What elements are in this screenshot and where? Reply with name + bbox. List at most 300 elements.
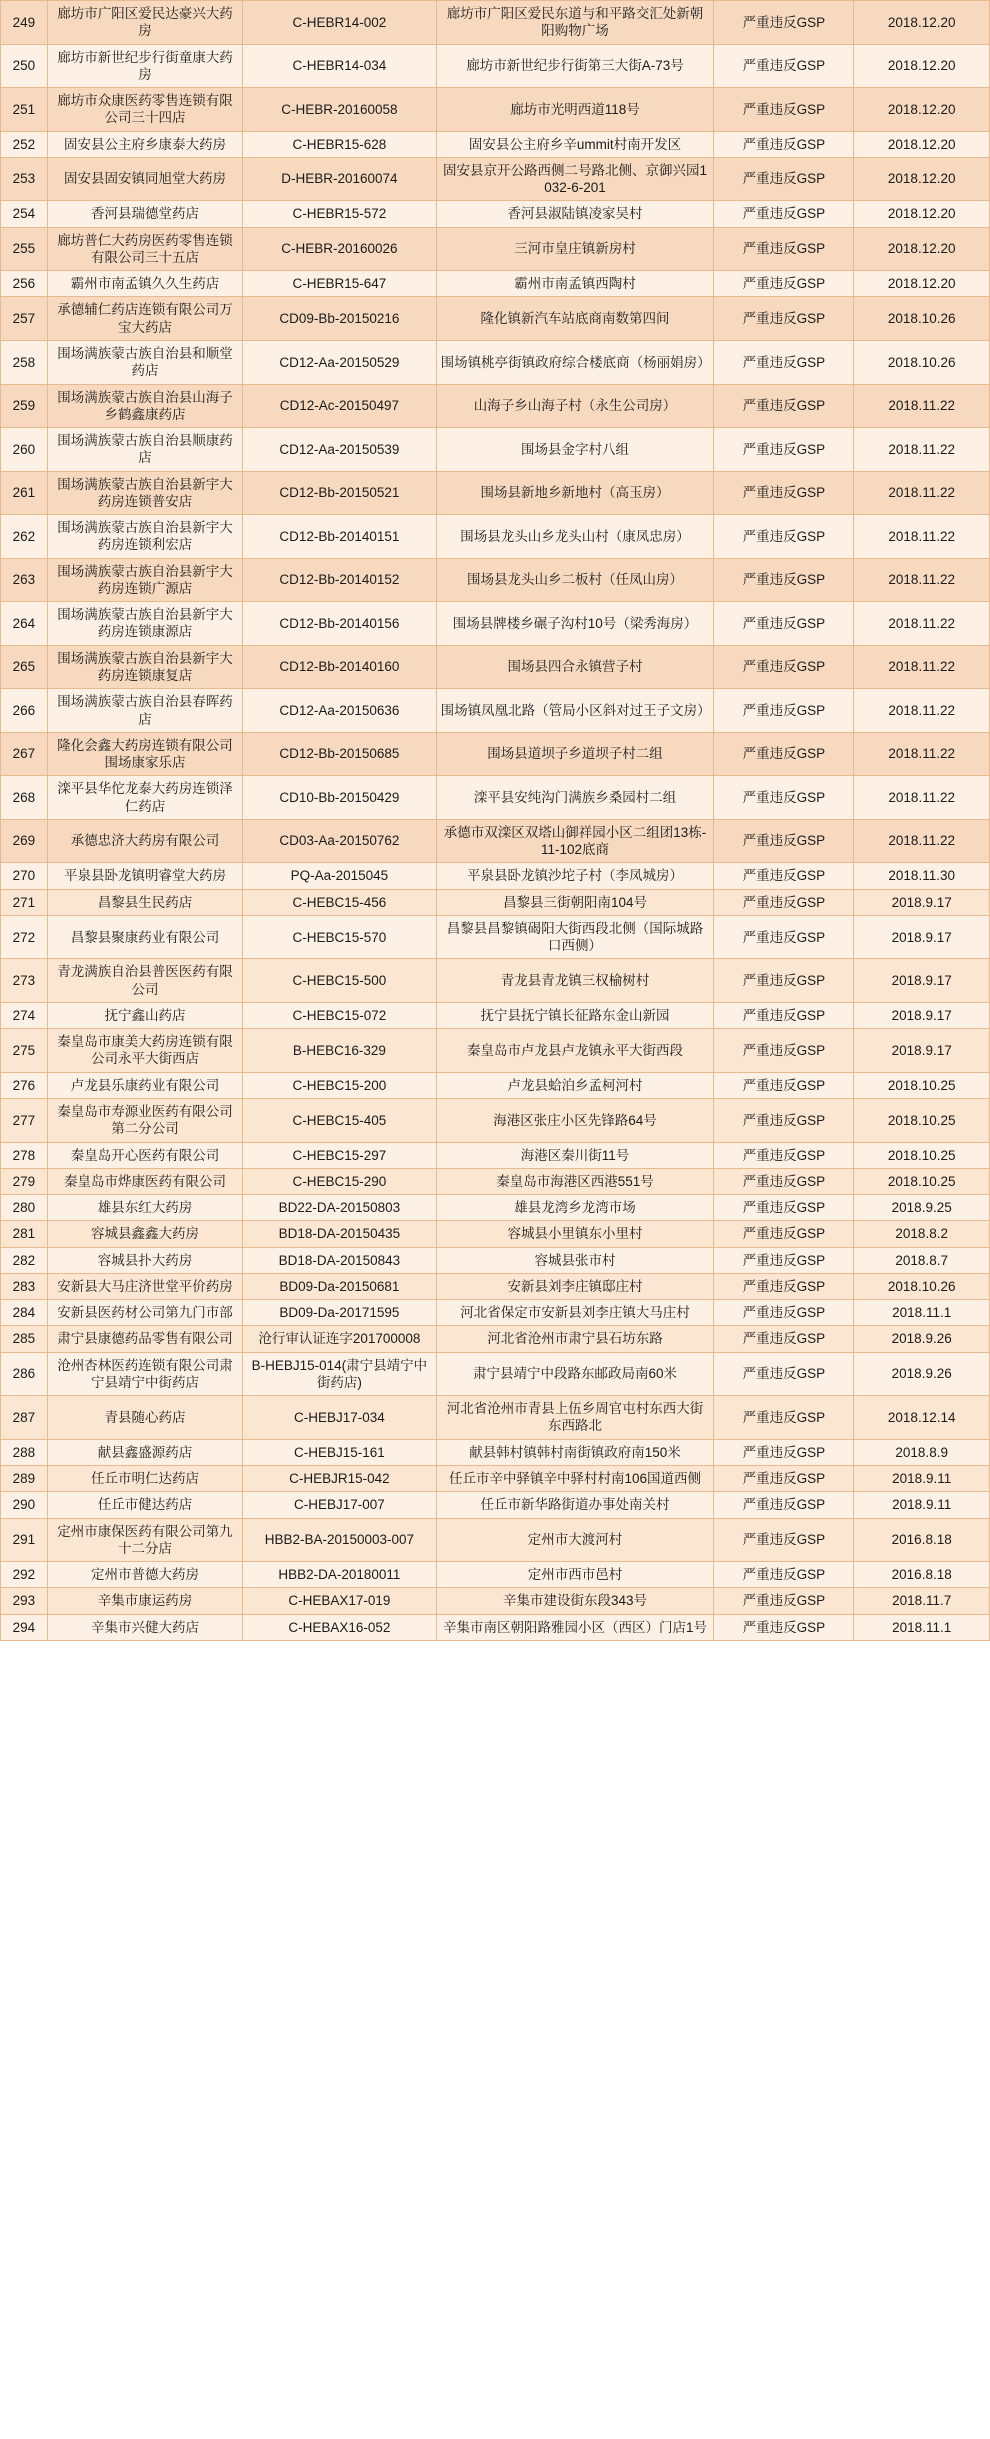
violation-type: 严重违反GSP (714, 1518, 854, 1562)
table-row (1, 1029, 990, 1073)
pharmacy-name: 青龙满族自治县普医医药有限公司 (47, 959, 243, 1003)
pharmacy-name: 廊坊市众康医药零售连锁有限公司三十四店 (47, 88, 243, 132)
license-code: C-HEBC15-072 (243, 1002, 436, 1028)
row-index: 282 (1, 1247, 48, 1273)
pharmacy-name: 围场满族蒙古族自治县新宇大药房连锁利宏店 (47, 515, 243, 559)
license-code: C-HEBJR15-042 (243, 1466, 436, 1492)
license-code: C-HEBR15-628 (243, 131, 436, 157)
violation-type: 严重违反GSP (714, 1439, 854, 1465)
row-index: 281 (1, 1221, 48, 1247)
row-index: 273 (1, 959, 48, 1003)
date: 2018.9.17 (854, 1029, 990, 1073)
pharmacy-name: 围场满族蒙古族自治县新宇大药房连锁康源店 (47, 602, 243, 646)
violation-type: 严重违反GSP (714, 227, 854, 271)
row-index: 287 (1, 1396, 48, 1440)
row-index: 284 (1, 1300, 48, 1326)
pharmacy-name: 辛集市康运药房 (47, 1588, 243, 1614)
date: 2018.10.25 (854, 1168, 990, 1194)
address: 雄县龙湾乡龙湾市场 (436, 1195, 714, 1221)
violation-type: 严重违反GSP (714, 1396, 854, 1440)
license-code: C-HEBAX16-052 (243, 1614, 436, 1640)
pharmacy-name: 安新县大马庄济世堂平价药房 (47, 1273, 243, 1299)
table-row (1, 1396, 990, 1440)
address: 海港区张庄小区先锋路64号 (436, 1099, 714, 1143)
date: 2018.11.22 (854, 689, 990, 733)
table-row (1, 1518, 990, 1562)
row-index: 274 (1, 1002, 48, 1028)
pharmacy-name: 容城县鑫鑫大药房 (47, 1221, 243, 1247)
table-row (1, 1466, 990, 1492)
date: 2018.10.26 (854, 297, 990, 341)
license-code: CD12-Aa-20150529 (243, 340, 436, 384)
address: 围场县新地乡新地村（高玉房） (436, 471, 714, 515)
address: 容城县张市村 (436, 1247, 714, 1273)
violation-type: 严重违反GSP (714, 1002, 854, 1028)
address: 辛集市南区朝阳路雅园小区（西区）门店1号 (436, 1614, 714, 1640)
table-row (1, 1, 990, 45)
table-row (1, 1221, 990, 1247)
address: 辛集市建设街东段343号 (436, 1588, 714, 1614)
license-code: D-HEBR-20160074 (243, 157, 436, 201)
license-code: C-HEBR-20160026 (243, 227, 436, 271)
date: 2018.8.9 (854, 1439, 990, 1465)
violation-type: 严重违反GSP (714, 1168, 854, 1194)
row-index: 285 (1, 1326, 48, 1352)
violation-type: 严重违反GSP (714, 131, 854, 157)
address: 河北省沧州市青县上伍乡周官屯村东西大街东西路北 (436, 1396, 714, 1440)
row-index: 289 (1, 1466, 48, 1492)
license-code: C-HEBC15-456 (243, 889, 436, 915)
row-index: 277 (1, 1099, 48, 1143)
row-index: 267 (1, 732, 48, 776)
license-code: 沧行审认证连字201700008 (243, 1326, 436, 1352)
address: 滦平县安纯沟门满族乡桑园村二组 (436, 776, 714, 820)
row-index: 283 (1, 1273, 48, 1299)
table-row (1, 201, 990, 227)
license-code: CD12-Aa-20150636 (243, 689, 436, 733)
address: 廊坊市新世纪步行街第三大街A-73号 (436, 44, 714, 88)
table-row (1, 44, 990, 88)
pharmacy-name: 雄县东红大药房 (47, 1195, 243, 1221)
violation-type: 严重违反GSP (714, 1562, 854, 1588)
violation-type: 严重违反GSP (714, 1072, 854, 1098)
table-row (1, 1300, 990, 1326)
row-index: 270 (1, 863, 48, 889)
pharmacy-name: 秦皇岛市康美大药房连锁有限公司永平大街西店 (47, 1029, 243, 1073)
pharmacy-name: 秦皇岛市寿源业医药有限公司第二分公司 (47, 1099, 243, 1143)
pharmacy-name: 隆化会鑫大药房连锁有限公司围场康家乐店 (47, 732, 243, 776)
date: 2018.9.11 (854, 1492, 990, 1518)
row-index: 258 (1, 340, 48, 384)
date: 2018.11.1 (854, 1300, 990, 1326)
license-code: CD12-Bb-20140156 (243, 602, 436, 646)
date: 2018.10.26 (854, 340, 990, 384)
date: 2018.12.20 (854, 157, 990, 201)
violation-type: 严重违反GSP (714, 819, 854, 863)
table-row (1, 384, 990, 428)
date: 2018.9.11 (854, 1466, 990, 1492)
address: 定州市大渡河村 (436, 1518, 714, 1562)
address: 安新县刘李庄镇邸庄村 (436, 1273, 714, 1299)
row-index: 278 (1, 1142, 48, 1168)
date: 2018.8.7 (854, 1247, 990, 1273)
license-code: C-HEBR14-034 (243, 44, 436, 88)
license-code: CD12-Bb-20150685 (243, 732, 436, 776)
license-code: BD18-DA-20150843 (243, 1247, 436, 1273)
row-index: 280 (1, 1195, 48, 1221)
date: 2018.12.20 (854, 88, 990, 132)
table-row (1, 1142, 990, 1168)
pharmacy-name: 香河县瑞德堂药店 (47, 201, 243, 227)
violation-type: 严重违反GSP (714, 1029, 854, 1073)
violation-type: 严重违反GSP (714, 157, 854, 201)
violation-type: 严重违反GSP (714, 201, 854, 227)
table-row (1, 515, 990, 559)
address: 围场县道坝子乡道坝子村二组 (436, 732, 714, 776)
address: 霸州市南孟镇西陶村 (436, 271, 714, 297)
violation-type: 严重违反GSP (714, 1588, 854, 1614)
pharmacy-name: 围场满族蒙古族自治县新宇大药房连锁普安店 (47, 471, 243, 515)
license-code: C-HEBR15-647 (243, 271, 436, 297)
date: 2018.11.22 (854, 776, 990, 820)
table-row (1, 88, 990, 132)
license-code: PQ-Aa-2015045 (243, 863, 436, 889)
license-code: C-HEBR14-002 (243, 1, 436, 45)
date: 2018.10.25 (854, 1099, 990, 1143)
table-row (1, 732, 990, 776)
address: 固安县公主府乡辛ummit村南开发区 (436, 131, 714, 157)
address: 围场县牌楼乡碾子沟村10号（梁秀海房） (436, 602, 714, 646)
date: 2018.11.22 (854, 515, 990, 559)
row-index: 252 (1, 131, 48, 157)
license-code: C-HEBC15-297 (243, 1142, 436, 1168)
row-index: 292 (1, 1562, 48, 1588)
license-code: B-HEBC16-329 (243, 1029, 436, 1073)
address: 任丘市辛中驿镇辛中驿村村南106国道西侧 (436, 1466, 714, 1492)
pharmacy-name: 围场满族蒙古族自治县和顺堂药店 (47, 340, 243, 384)
license-code: CD12-Aa-20150539 (243, 428, 436, 472)
violation-type: 严重违反GSP (714, 863, 854, 889)
violation-type: 严重违反GSP (714, 1614, 854, 1640)
row-index: 257 (1, 297, 48, 341)
violation-type: 严重违反GSP (714, 959, 854, 1003)
row-index: 249 (1, 1, 48, 45)
row-index: 265 (1, 645, 48, 689)
row-index: 260 (1, 428, 48, 472)
address: 香河县淑陆镇凌家吴村 (436, 201, 714, 227)
date: 2018.10.26 (854, 1273, 990, 1299)
violation-type: 严重违反GSP (714, 471, 854, 515)
pharmacy-name: 抚宁鑫山药店 (47, 1002, 243, 1028)
row-index: 263 (1, 558, 48, 602)
license-code: CD12-Bb-20140152 (243, 558, 436, 602)
date: 2018.12.20 (854, 227, 990, 271)
table-row (1, 1273, 990, 1299)
license-code: BD18-DA-20150435 (243, 1221, 436, 1247)
pharmacy-name: 廊坊普仁大药房医药零售连锁有限公司三十五店 (47, 227, 243, 271)
row-index: 255 (1, 227, 48, 271)
license-code: CD12-Bb-20150521 (243, 471, 436, 515)
row-index: 276 (1, 1072, 48, 1098)
table-row (1, 602, 990, 646)
table-row (1, 297, 990, 341)
pharmacy-name: 沧州杏林医药连锁有限公司肃宁县靖宁中街药店 (47, 1352, 243, 1396)
pharmacy-name: 围场满族蒙古族自治县顺康药店 (47, 428, 243, 472)
pharmacy-name: 定州市康保医药有限公司第九十二分店 (47, 1518, 243, 1562)
license-code: B-HEBJ15-014(肃宁县靖宁中街药店) (243, 1352, 436, 1396)
address: 容城县小里镇东小里村 (436, 1221, 714, 1247)
table-row (1, 340, 990, 384)
license-code: C-HEBC15-290 (243, 1168, 436, 1194)
table-row (1, 959, 990, 1003)
row-index: 253 (1, 157, 48, 201)
date: 2018.11.22 (854, 428, 990, 472)
violation-type: 严重违反GSP (714, 297, 854, 341)
table-row (1, 558, 990, 602)
license-code: HBB2-DA-20180011 (243, 1562, 436, 1588)
table-row (1, 1099, 990, 1143)
violation-type: 严重违反GSP (714, 515, 854, 559)
address: 围场镇凤凰北路（管局小区斜对过王子文房） (436, 689, 714, 733)
address: 廊坊市光明西道118号 (436, 88, 714, 132)
address: 卢龙县蛤泊乡孟柯河村 (436, 1072, 714, 1098)
date: 2018.9.17 (854, 889, 990, 915)
row-index: 269 (1, 819, 48, 863)
pharmacy-name: 安新县医药材公司第九门市部 (47, 1300, 243, 1326)
license-code: C-HEBR15-572 (243, 201, 436, 227)
table-row (1, 915, 990, 959)
pharmacy-name: 任丘市明仁达药店 (47, 1466, 243, 1492)
violation-type: 严重违反GSP (714, 1247, 854, 1273)
address: 平泉县卧龙镇沙坨子村（李凤城房） (436, 863, 714, 889)
row-index: 291 (1, 1518, 48, 1562)
row-index: 250 (1, 44, 48, 88)
license-code: C-HEBJ15-161 (243, 1439, 436, 1465)
table-row (1, 819, 990, 863)
violation-type: 严重违反GSP (714, 602, 854, 646)
row-index: 286 (1, 1352, 48, 1396)
table-row (1, 1002, 990, 1028)
license-code: C-HEBC15-405 (243, 1099, 436, 1143)
pharmacy-name: 任丘市健达药店 (47, 1492, 243, 1518)
violation-type: 严重违反GSP (714, 889, 854, 915)
row-index: 264 (1, 602, 48, 646)
violation-type: 严重违反GSP (714, 428, 854, 472)
table-row (1, 157, 990, 201)
license-code: CD12-Bb-20140160 (243, 645, 436, 689)
pharmacy-name: 辛集市兴健大药店 (47, 1614, 243, 1640)
date: 2018.11.1 (854, 1614, 990, 1640)
license-code: C-HEBJ17-034 (243, 1396, 436, 1440)
license-code: C-HEBR-20160058 (243, 88, 436, 132)
table-row (1, 1195, 990, 1221)
pharmacy-name: 廊坊市广阳区爱民达豪兴大药房 (47, 1, 243, 45)
violation-type: 严重违反GSP (714, 689, 854, 733)
row-index: 259 (1, 384, 48, 428)
table-row (1, 776, 990, 820)
address: 秦皇岛市海港区西港551号 (436, 1168, 714, 1194)
date: 2018.9.26 (854, 1352, 990, 1396)
address: 定州市西市邑村 (436, 1562, 714, 1588)
address: 秦皇岛市卢龙县卢龙镇永平大街西段 (436, 1029, 714, 1073)
address: 承德市双滦区双塔山御祥园小区二组团13栋-11-102底商 (436, 819, 714, 863)
address: 抚宁县抚宁镇长征路东金山新园 (436, 1002, 714, 1028)
license-code: C-HEBAX17-019 (243, 1588, 436, 1614)
date: 2018.12.20 (854, 1, 990, 45)
pharmacy-name: 固安县公主府乡康泰大药房 (47, 131, 243, 157)
table-row (1, 1614, 990, 1640)
pharmacy-name: 承德忠济大药房有限公司 (47, 819, 243, 863)
table-row (1, 1168, 990, 1194)
violation-type: 严重违反GSP (714, 1221, 854, 1247)
license-code: C-HEBC15-500 (243, 959, 436, 1003)
license-code: CD10-Bb-20150429 (243, 776, 436, 820)
address: 河北省保定市安新县刘李庄镇大马庄村 (436, 1300, 714, 1326)
row-index: 266 (1, 689, 48, 733)
table-row (1, 1247, 990, 1273)
table-row (1, 471, 990, 515)
date: 2018.11.30 (854, 863, 990, 889)
address: 昌黎县昌黎镇碣阳大街西段北侧（国际城路口西侧） (436, 915, 714, 959)
address: 围场镇桃亭街镇政府综合楼底商（杨丽娟房） (436, 340, 714, 384)
table-row (1, 227, 990, 271)
license-code: CD12-Bb-20140151 (243, 515, 436, 559)
table-row (1, 271, 990, 297)
date: 2018.11.22 (854, 645, 990, 689)
table-row (1, 1072, 990, 1098)
violation-type: 严重违反GSP (714, 1466, 854, 1492)
address: 廊坊市广阳区爱民东道与和平路交汇处新朝阳购物广场 (436, 1, 714, 45)
address: 围场县金字村八组 (436, 428, 714, 472)
date: 2018.12.14 (854, 1396, 990, 1440)
violation-type: 严重违反GSP (714, 1492, 854, 1518)
date: 2018.9.26 (854, 1326, 990, 1352)
violation-type: 严重违反GSP (714, 88, 854, 132)
violation-type: 严重违反GSP (714, 915, 854, 959)
license-code: BD22-DA-20150803 (243, 1195, 436, 1221)
date: 2018.9.17 (854, 915, 990, 959)
date: 2018.9.25 (854, 1195, 990, 1221)
row-index: 272 (1, 915, 48, 959)
row-index: 262 (1, 515, 48, 559)
pharmacy-name: 廊坊市新世纪步行街童康大药房 (47, 44, 243, 88)
violation-type: 严重违反GSP (714, 384, 854, 428)
violation-type: 严重违反GSP (714, 1, 854, 45)
address: 围场县龙头山乡龙头山村（康凤忠房） (436, 515, 714, 559)
row-index: 254 (1, 201, 48, 227)
table-row (1, 1352, 990, 1396)
pharmacy-name: 围场满族蒙古族自治县新宇大药房连锁广源店 (47, 558, 243, 602)
table-row (1, 1492, 990, 1518)
violation-type: 严重违反GSP (714, 776, 854, 820)
violation-type: 严重违反GSP (714, 1195, 854, 1221)
date: 2018.11.22 (854, 558, 990, 602)
address: 河北省沧州市肃宁县石坊东路 (436, 1326, 714, 1352)
address: 三河市皇庄镇新房村 (436, 227, 714, 271)
address: 隆化镇新汽车站底商南数第四间 (436, 297, 714, 341)
row-index: 294 (1, 1614, 48, 1640)
table-row (1, 689, 990, 733)
license-code: HBB2-BA-20150003-007 (243, 1518, 436, 1562)
date: 2018.12.20 (854, 44, 990, 88)
pharmacy-name: 容城县扑大药房 (47, 1247, 243, 1273)
row-index: 261 (1, 471, 48, 515)
row-index: 271 (1, 889, 48, 915)
violation-type: 严重违反GSP (714, 44, 854, 88)
date: 2018.12.20 (854, 131, 990, 157)
address: 山海子乡山海子村（永生公司房） (436, 384, 714, 428)
row-index: 275 (1, 1029, 48, 1073)
row-index: 268 (1, 776, 48, 820)
pharmacy-name: 霸州市南孟镇久久生药店 (47, 271, 243, 297)
license-code: BD09-Da-20171595 (243, 1300, 436, 1326)
pharmacy-name: 围场满族蒙古族自治县新宇大药房连锁康复店 (47, 645, 243, 689)
table-row (1, 1326, 990, 1352)
table-row (1, 1439, 990, 1465)
table-row (1, 131, 990, 157)
violation-type: 严重违反GSP (714, 1352, 854, 1396)
pharmacy-name: 固安县固安镇同旭堂大药房 (47, 157, 243, 201)
table-row (1, 1588, 990, 1614)
date: 2018.11.22 (854, 471, 990, 515)
table-row (1, 1562, 990, 1588)
violation-type: 严重违反GSP (714, 645, 854, 689)
pharmacy-name: 昌黎县聚康药业有限公司 (47, 915, 243, 959)
date: 2018.11.22 (854, 819, 990, 863)
pharmacy-name: 青县随心药店 (47, 1396, 243, 1440)
pharmacy-name: 围场满族蒙古族自治县春晖药店 (47, 689, 243, 733)
address: 青龙县青龙镇三权榆树村 (436, 959, 714, 1003)
violation-type: 严重违反GSP (714, 1273, 854, 1299)
date: 2018.8.2 (854, 1221, 990, 1247)
violation-type: 严重违反GSP (714, 1099, 854, 1143)
row-index: 290 (1, 1492, 48, 1518)
pharmacy-name: 卢龙县乐康药业有限公司 (47, 1072, 243, 1098)
address: 肃宁县靖宁中段路东邮政局南60米 (436, 1352, 714, 1396)
address: 固安县京开公路西侧二号路北侧、京御兴园1032-6-201 (436, 157, 714, 201)
violation-type: 严重违反GSP (714, 732, 854, 776)
license-code: CD12-Ac-20150497 (243, 384, 436, 428)
violation-type: 严重违反GSP (714, 1142, 854, 1168)
pharmacy-name: 滦平县华佗龙泰大药房连锁泽仁药店 (47, 776, 243, 820)
date: 2018.9.17 (854, 959, 990, 1003)
address: 海港区秦川街11号 (436, 1142, 714, 1168)
pharmacy-name: 献县鑫盛源药店 (47, 1439, 243, 1465)
date: 2018.11.22 (854, 384, 990, 428)
address: 任丘市新华路街道办事处南关村 (436, 1492, 714, 1518)
pharmacy-name: 平泉县卧龙镇明睿堂大药房 (47, 863, 243, 889)
pharmacy-name: 定州市普德大药房 (47, 1562, 243, 1588)
row-index: 256 (1, 271, 48, 297)
date: 2018.12.20 (854, 201, 990, 227)
table-body (1, 1, 990, 1641)
date: 2018.11.22 (854, 602, 990, 646)
license-code: CD09-Bb-20150216 (243, 297, 436, 341)
address: 围场县四合永镇营子村 (436, 645, 714, 689)
pharmacy-name: 昌黎县生民药店 (47, 889, 243, 915)
violation-type: 严重违反GSP (714, 1300, 854, 1326)
pharmacy-name: 秦皇岛开心医药有限公司 (47, 1142, 243, 1168)
table-row (1, 645, 990, 689)
license-code: C-HEBC15-570 (243, 915, 436, 959)
table-row (1, 863, 990, 889)
date: 2018.10.25 (854, 1142, 990, 1168)
license-code: BD09-Da-20150681 (243, 1273, 436, 1299)
row-index: 279 (1, 1168, 48, 1194)
date: 2016.8.18 (854, 1518, 990, 1562)
pharmacy-name: 承德辅仁药店连锁有限公司万宝大药店 (47, 297, 243, 341)
row-index: 293 (1, 1588, 48, 1614)
